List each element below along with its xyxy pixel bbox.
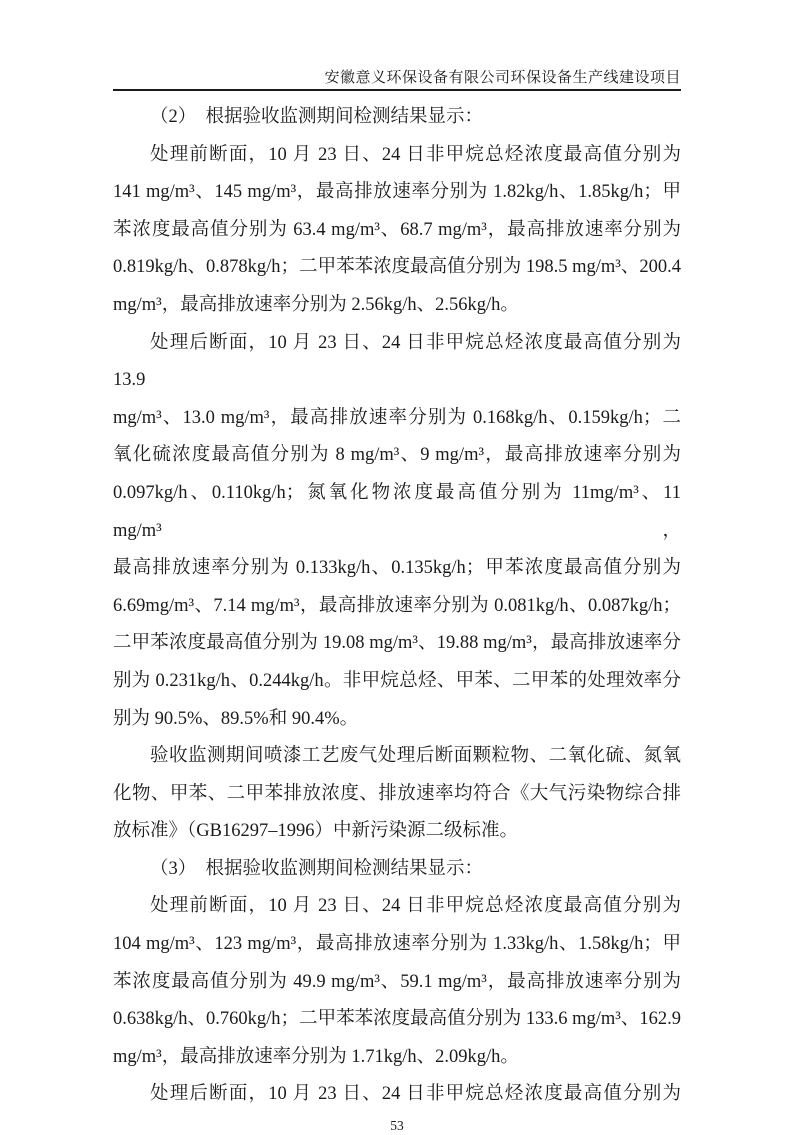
text-line: 验收监测期间喷漆工艺废气处理后断面颗粒物、二氧化硫、氮氧	[150, 746, 681, 767]
text-line: 0.638kg/h、0.760kg/h；二甲苯苯浓度最高值分别为 133.6 mg/m³、162.9	[113, 1009, 681, 1030]
text-line: 处理后断面，10 月 23 日、24 日非甲烷总烃浓度最高值分别为 13.9	[113, 332, 686, 391]
text-line: （3） 根据验收监测期间检测结果显示：	[150, 858, 484, 879]
text-line: 氧化硫浓度最高值分别为 8 mg/m³、9 mg/m³，最高排放速率分别为	[113, 445, 681, 466]
header-title: 安徽意义环保设备有限公司环保设备生产线建设项目	[324, 70, 681, 86]
text-line: 苯浓度最高值分别为 63.4 mg/m³、68.7 mg/m³，最高排放速率分别为	[113, 219, 681, 240]
text-line: 化物、甲苯、二甲苯排放浓度、排放速率均符合《大气污染物综合排	[113, 783, 681, 804]
paragraph	[113, 738, 681, 851]
text-line: 二甲苯浓度最高值分别为 19.08 mg/m³、19.88 mg/m³，最高排放速率分	[113, 633, 681, 654]
paragraph	[113, 325, 686, 739]
text-line: 放标准》（GB16297–1996）中新污染源二级标准。	[113, 821, 518, 842]
text-line: 别为 90.5%、89.5%和 90.4%。	[113, 708, 359, 729]
paragraph	[113, 1076, 681, 1114]
section-heading	[113, 851, 681, 889]
text-line: 141 mg/m³、145 mg/m³，最高排放速率分别为 1.82kg/h、1.85kg/h；甲	[113, 182, 681, 203]
text-line: 最高排放速率分别为 0.133kg/h、0.135kg/h；甲苯浓度最高值分别为	[113, 558, 681, 579]
page-footer	[113, 1117, 681, 1135]
text-line: mg/m³，最高排放速率分别为 2.56kg/h、2.56kg/h。	[113, 294, 519, 315]
text-line: 苯浓度最高值分别为 49.9 mg/m³、59.1 mg/m³，最高排放速率分别为	[113, 971, 681, 992]
text-line: （2） 根据验收监测期间检测结果显示：	[150, 107, 484, 127]
text-line: 处理前断面，10 月 23 日、24 日非甲烷总烃浓度最高值分别为	[150, 144, 681, 165]
page-header	[113, 0, 681, 91]
text-line: 104 mg/m³、123 mg/m³，最高排放速率分别为 1.33kg/h、1.58kg/h；甲	[113, 934, 681, 955]
text-line: mg/m³，最高排放速率分别为 1.71kg/h、2.09kg/h。	[113, 1046, 519, 1067]
text-line: 0.819kg/h、0.878kg/h；二甲苯苯浓度最高值分别为 198.5 mg/m³、200.4	[113, 257, 681, 278]
text-line: 处理后断面，10 月 23 日、24 日非甲烷总烃浓度最高值分别为	[150, 1084, 681, 1105]
paragraph	[113, 888, 681, 1076]
text-line: 处理前断面，10 月 23 日、24 日非甲烷总烃浓度最高值分别为	[150, 896, 681, 917]
page-number: 53	[390, 1118, 404, 1134]
section-heading	[113, 99, 681, 137]
document-body	[113, 99, 686, 1114]
text-line: mg/m³、13.0 mg/m³，最高排放速率分别为 0.168kg/h、0.159kg/h；二	[113, 407, 681, 428]
text-line: 0.097kg/h、0.110kg/h；氮氧化物浓度最高值分别为 11mg/m³、11 mg/m³，	[113, 482, 686, 541]
text-line: 别为 0.231kg/h、0.244kg/h。非甲烷总烃、甲苯、二甲苯的处理效率分	[113, 670, 681, 691]
text-line: 6.69mg/m³、7.14 mg/m³，最高排放速率分别为 0.081kg/h、0.087kg/h；	[113, 595, 681, 616]
paragraph	[113, 137, 681, 325]
